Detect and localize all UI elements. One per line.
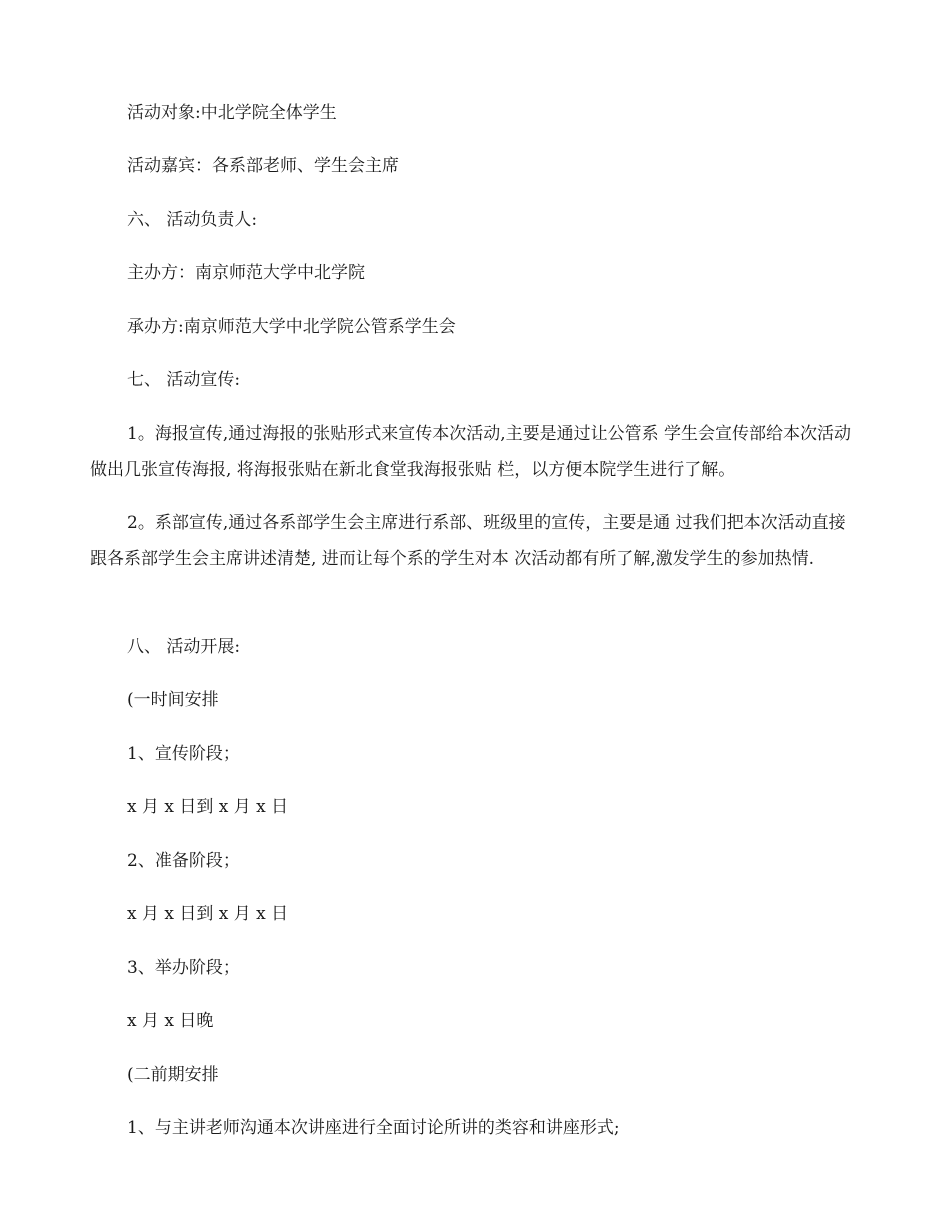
date-range-promotion: x 月 x 日到 x 月 x 日 <box>127 797 289 817</box>
paragraph-department-promotion: 2。系部宣传,通过各系部学生会主席进行系部、班级里的宣传，主要是通 过我们把本次活动直接跟各系部学生会主席讲述清楚, 进而让每个系的学生对本 次活动都有所了解,激发学生的参加热情. <box>90 513 846 569</box>
list-item-preparation-stage: 2、准备阶段； <box>127 851 240 871</box>
date-hosting: x 月 x 日晚 <box>127 1011 214 1031</box>
section-heading-six: 六、 活动负责人: <box>127 210 258 230</box>
list-item-hosting-stage: 3、举办阶段； <box>127 958 240 978</box>
paragraph-poster-promotion: 1。海报宣传,通过海报的张贴形式来宣传本次活动,主要是通过让公管系 学生会宣传部给本次活动做出几张宣传海报, 将海报张贴在新北食堂我海报张贴 栏，以方便本院学生进行了解。 <box>90 424 852 480</box>
section-heading-eight: 八、 活动开展: <box>127 637 241 657</box>
text-line-host: 主办方：南京师范大学中北学院 <box>127 263 365 283</box>
list-item-promotion-stage: 1、宣传阶段； <box>127 744 240 764</box>
subheading-schedule: (一时间安排 <box>127 690 219 710</box>
text-line-organizer: 承办方:南京师范大学中北学院公管系学生会 <box>127 317 456 337</box>
text-line-activity-guests: 活动嘉宾：各系部老师、学生会主席 <box>127 156 399 176</box>
section-heading-seven: 七、 活动宣传: <box>127 370 241 390</box>
list-item-lecturer-communication: 1、与主讲老师沟通本次讲座进行全面讨论所讲的类容和讲座形式; <box>127 1118 620 1138</box>
subheading-preliminary: (二前期安排 <box>127 1065 219 1085</box>
text-line-activity-target: 活动对象:中北学院全体学生 <box>127 103 337 123</box>
date-range-preparation: x 月 x 日到 x 月 x 日 <box>127 904 289 924</box>
